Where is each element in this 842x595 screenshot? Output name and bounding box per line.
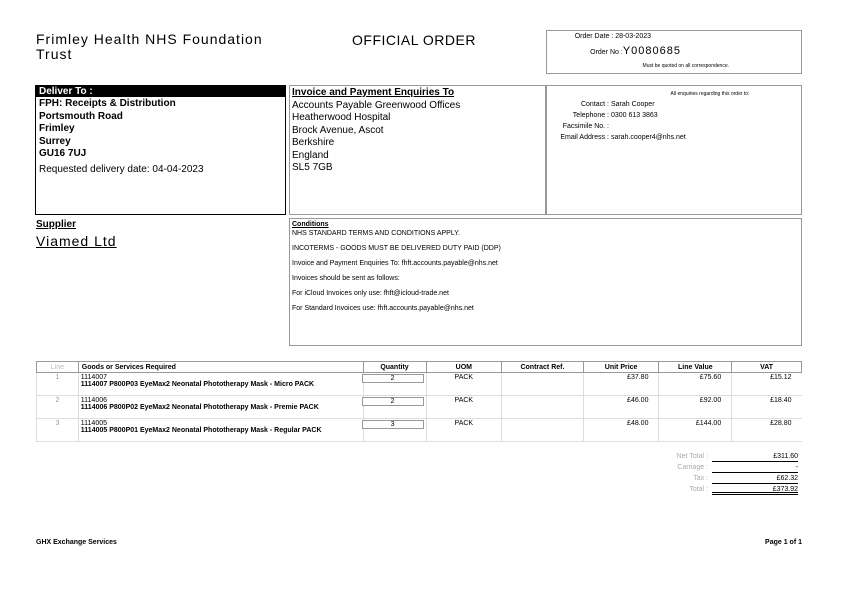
invoice-line: Heatherwood Hospital: [292, 112, 391, 123]
item-desc: 1114007 P800P03 EyeMax2 Neonatal Phototherapy Mask - Micro PACK: [80, 381, 315, 388]
order-date-label: Order Date :: [574, 33, 614, 40]
table-header-row: [37, 362, 802, 373]
deliver-to-heading: Deliver To :: [36, 86, 285, 97]
item-line-value: £92.00: [659, 396, 732, 419]
condition-line: For Standard Invoices use: fhft.accounts.payable@nhs.net: [292, 305, 474, 312]
line-number: 3: [37, 419, 79, 442]
item-uom: PACK: [426, 396, 502, 419]
table-row: [37, 396, 802, 419]
line-number: 2: [37, 396, 79, 419]
item-contract-ref: [502, 396, 584, 419]
org-name: Frimley Health NHS Foundation Trust: [36, 31, 263, 62]
item-code: 1114006: [80, 397, 108, 404]
deliver-line: FPH: Receipts & Distribution: [39, 98, 176, 109]
condition-line: Invoice and Payment Enquiries To: fhft.accounts.payable@nhs.net: [292, 260, 498, 267]
deliver-line: GU16 7UJ: [39, 148, 87, 159]
item-description: [78, 373, 363, 396]
item-unit-price: £46.00: [583, 396, 659, 419]
contact-label: Contact :: [580, 101, 609, 108]
item-contract-ref: [502, 373, 584, 396]
item-line-value: £75.60: [659, 373, 732, 396]
col-header-line-value: Line Value: [659, 362, 732, 373]
deliver-line: Portsmouth Road: [39, 110, 123, 122]
contact-row: [547, 111, 801, 121]
order-date-value: 28-03-2023: [615, 33, 651, 40]
item-code: 1114005: [80, 420, 108, 427]
item-quantity: 3: [362, 420, 424, 429]
item-vat: £28.80: [732, 419, 802, 442]
conditions-heading: Conditions: [292, 221, 329, 228]
invoice-line: England: [292, 149, 329, 161]
page-number: Page 1 of 1: [765, 539, 802, 546]
totals-block: [640, 451, 802, 495]
order-info-box: [546, 30, 802, 74]
deliver-line: Surrey: [39, 135, 71, 147]
item-quantity: 2: [362, 397, 424, 406]
net-total-value: £311.60: [712, 451, 798, 462]
item-quantity: 2: [362, 374, 424, 383]
net-total-label: Net Total :: [676, 453, 708, 460]
supplier-name: Viamed Ltd: [36, 233, 117, 249]
item-description: [78, 396, 363, 419]
order-no-label: Order No :: [590, 49, 623, 56]
tax-value: £62.32: [712, 473, 798, 484]
deliver-line: Frimley: [39, 123, 75, 134]
carriage-label: Carriage :: [677, 464, 708, 471]
contact-value: sarah.cooper4@nhs.net: [610, 134, 686, 141]
order-items-table: [36, 361, 802, 442]
condition-line: Invoices should be sent as follows:: [292, 275, 400, 282]
contact-note: All enquiries regarding this order to:: [670, 91, 750, 97]
col-header-line: Line: [37, 362, 79, 373]
contact-label: Facsimile No. :: [562, 123, 609, 130]
item-vat: £15.12: [732, 373, 802, 396]
condition-line: NHS STANDARD TERMS AND CONDITIONS APPLY.: [292, 230, 460, 237]
contact-value: 0300 613 3863: [610, 112, 658, 119]
contact-row: [547, 133, 801, 143]
contact-value: Sarah Cooper: [610, 101, 655, 108]
col-header-contract-ref: Contract Ref.: [502, 362, 584, 373]
carriage-value: -: [712, 462, 798, 473]
total-value: £373.92: [712, 484, 798, 495]
contact-row: [547, 100, 801, 110]
condition-line: INCOTERMS - GOODS MUST BE DELIVERED DUTY PAID (DDP): [292, 245, 501, 252]
contact-label: Email Address :: [560, 134, 609, 141]
invoice-line: Brock Avenue, Ascot: [292, 124, 384, 136]
invoice-heading: Invoice and Payment Enquiries To: [292, 87, 455, 98]
item-desc: 1114005 P800P01 EyeMax2 Neonatal Phototherapy Mask - Regular PACK: [80, 427, 322, 434]
item-unit-price: £37.80: [583, 373, 659, 396]
item-description: [78, 419, 363, 442]
item-uom: PACK: [426, 373, 502, 396]
col-header-goods: Goods or Services Required: [78, 362, 363, 373]
col-header-quantity: Quantity: [363, 362, 426, 373]
line-number: 1: [37, 373, 79, 396]
item-code: 1114007: [80, 374, 108, 381]
item-desc: 1114006 P800P02 EyeMax2 Neonatal Phototherapy Mask - Premie PACK: [80, 404, 319, 411]
item-uom: PACK: [426, 419, 502, 442]
col-header-uom: UOM: [426, 362, 502, 373]
invoice-line: SL5 7GB: [292, 162, 333, 173]
item-contract-ref: [502, 419, 584, 442]
deliver-address: [36, 97, 285, 162]
invoice-line: Berkshire: [292, 137, 335, 148]
item-vat: £18.40: [732, 396, 802, 419]
footer-provider: GHX Exchange Services: [36, 539, 117, 546]
item-line-value: £144.00: [659, 419, 732, 442]
contact-row: [547, 122, 801, 132]
table-row: [37, 419, 802, 442]
condition-line: For iCloud Invoices only use: fhft@icloud-trade.net: [292, 290, 449, 297]
tax-label: Tax :: [693, 475, 708, 482]
supplier-label: Supplier: [36, 219, 77, 230]
document-title: OFFICIAL ORDER: [352, 32, 476, 48]
totals-row: [640, 484, 802, 495]
contact-label: Telephone :: [572, 112, 609, 119]
order-note: Must be quoted on all correspondence.: [642, 63, 729, 69]
contact-box: [546, 85, 802, 215]
col-header-vat: VAT: [732, 362, 802, 373]
table-row: [37, 373, 802, 396]
total-label: Total :: [689, 486, 708, 493]
deliver-to-box: [35, 85, 286, 215]
order-no-value: Y0080685: [622, 45, 681, 57]
col-header-unit-price: Unit Price: [583, 362, 659, 373]
item-unit-price: £48.00: [583, 419, 659, 442]
requested-delivery-date: Requested delivery date: 04-04-2023: [39, 163, 204, 175]
invoice-line: Accounts Payable Greenwood Offices: [292, 99, 461, 111]
totals-row: [640, 473, 802, 484]
invoice-enquiries-box: [289, 85, 546, 215]
conditions-box: [289, 218, 802, 346]
totals-row: [640, 462, 802, 473]
totals-row: [640, 451, 802, 462]
